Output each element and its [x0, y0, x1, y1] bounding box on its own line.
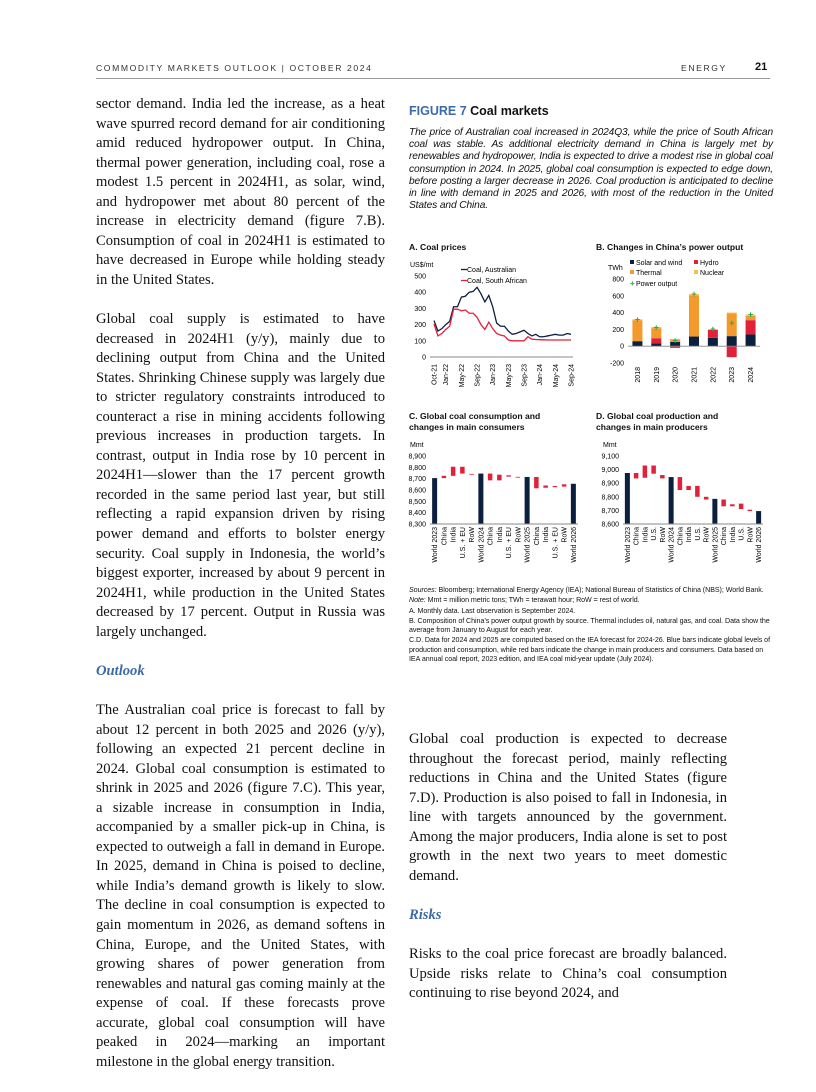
- panel-a-title: A. Coal prices: [409, 242, 466, 253]
- change-bar: [469, 474, 474, 475]
- total-bar: [571, 484, 576, 524]
- x-tick-label: World 2025: [712, 527, 719, 563]
- y-tick-label: 8,600: [601, 522, 619, 529]
- change-bar: [695, 486, 700, 497]
- x-tick-label: World 2023: [625, 527, 632, 563]
- y-tick-label: 600: [612, 293, 624, 300]
- paragraph: Global coal production is expected to decrease throughout the forecast period, mainly reflecting reductions in China and the United States (figure 7.D). Production is also poised to fall in Indonesia, in line with targets announced by the government. Among the major producers, India alone is set to post growth in the next two years to meet domestic demand.: [409, 730, 727, 886]
- y-axis-label: Mmt: [603, 442, 617, 449]
- x-tick-label: 2024: [748, 367, 755, 383]
- x-tick-label: China: [677, 527, 684, 545]
- x-tick-label: World 2024: [669, 527, 676, 563]
- x-tick-label: India: [642, 527, 649, 542]
- y-tick-label: 8,500: [408, 499, 426, 506]
- note-b: B. Composition of China’s power output growth by source. Thermal includes oil, natural gas, and coal. Data show the average from January to August for each year.: [409, 617, 773, 636]
- bar-segment: [651, 343, 661, 346]
- running-header-section: ENERGY: [681, 63, 727, 73]
- series-line: [434, 287, 571, 336]
- x-tick-label: RoW: [660, 527, 667, 543]
- y-tick-label: 8,800: [408, 465, 426, 472]
- x-tick-label: Jan-22: [443, 364, 450, 386]
- legend-swatch: [694, 260, 698, 264]
- x-tick-label: 2023: [729, 367, 736, 383]
- x-tick-label: U.S. + EU: [506, 527, 513, 558]
- paragraph: Global coal supply is estimated to have decreased in 2024H1 (y/y), mainly due to declining output from China and the United States. Shrinking Chinese supply was largely due to stricter regulatory constraints introduced to counteract a rise in mining accidents following previous increases in production targets. In contrast, output in India rose by 10 percent in 2024H1—slower than the 17 percent growth recorded in the same period last year, but still reflecting a rapid expansion driven by rising power demand and efforts to bolster energy security. Coal supply in Indonesia, the world’s biggest exporter, increased by about 9 percent in 2024H1, while production in the United States decreased by 17 percent. Output in Russia was largely unchanged.: [96, 310, 385, 642]
- change-bar: [506, 475, 511, 476]
- total-bar: [756, 511, 761, 524]
- y-tick-label: 8,900: [601, 481, 619, 488]
- change-bar: [442, 476, 447, 478]
- change-bar: [543, 485, 548, 487]
- page-number: 21: [755, 61, 767, 73]
- x-tick-label: May-22: [459, 364, 466, 387]
- x-tick-label: Oct-21: [432, 364, 439, 385]
- paragraph: sector demand. India led the increase, as a heat wave spurred record demand for air conditioning amid reduced hydropower output. In China, thermal power generation, including coal, rose a modest 1.5 percent in 2024H1, as solar, wind, and hydropower met about 80 percent of the increase in electricity demand (figure 7.B). Consumption of coal in 2024H1 is estimated to have decreased in Europe while holding steady in the United States.: [96, 95, 385, 290]
- bar-segment: [727, 313, 737, 314]
- x-tick-label: Jan-23: [490, 364, 497, 386]
- note-cd: C.D. Data for 2024 and 2025 are computed based on the IEA forecast for 2024-26. Blue bars indicate global levels of production and consumption, while red bars indicate the change in main producers and consumers. Data based on IEA annual coal report, 2023 edition, and IEA coal mid-year update (July 2024).: [409, 636, 773, 664]
- x-tick-label: World 2025: [525, 527, 532, 563]
- change-bar: [643, 466, 648, 478]
- y-axis-label: TWh: [608, 265, 623, 272]
- bar-segment: [727, 336, 737, 346]
- x-tick-label: 2019: [654, 367, 661, 383]
- y-tick-label: 400: [414, 290, 426, 297]
- chart-b-china-power-output: [590, 255, 770, 400]
- chart-d-coal-production: [590, 438, 770, 573]
- x-tick-label: China: [441, 527, 448, 545]
- change-bar: [660, 475, 665, 478]
- legend-label: Solar and wind: [636, 260, 682, 267]
- right-column: [409, 730, 727, 1023]
- y-tick-label: -200: [610, 361, 624, 368]
- x-tick-label: 2018: [635, 367, 642, 383]
- x-tick-label: RoW: [747, 527, 754, 543]
- figure-notes: [409, 586, 773, 665]
- change-bar: [686, 486, 691, 490]
- change-bar: [704, 497, 709, 500]
- x-tick-label: India: [686, 527, 693, 542]
- y-tick-label: 8,400: [408, 510, 426, 517]
- y-tick-label: 0: [620, 344, 624, 351]
- note-line: [409, 596, 773, 605]
- power-output-marker: +: [673, 335, 678, 345]
- x-tick-label: Sep-23: [522, 364, 529, 387]
- bar-segment: [651, 338, 661, 343]
- y-tick-label: 500: [414, 274, 426, 281]
- x-tick-label: U.S. + EU: [552, 527, 559, 558]
- bar-segment: [746, 320, 756, 334]
- x-tick-label: 2022: [710, 367, 717, 383]
- power-output-marker: +: [654, 322, 659, 332]
- bar-segment: [689, 337, 699, 347]
- figure-7: [409, 104, 773, 212]
- x-tick-label: World 2024: [478, 527, 485, 563]
- total-bar: [712, 499, 717, 524]
- paragraph: Risks to the coal price forecast are broadly balanced. Upside risks relate to China’s coal consumption continuing to rise beyond 2024, and: [409, 945, 727, 1004]
- bar-segment: [708, 338, 718, 346]
- change-bar: [651, 466, 656, 474]
- power-output-marker: +: [691, 289, 696, 299]
- x-tick-label: India: [730, 527, 737, 542]
- x-tick-label: RoW: [469, 527, 476, 543]
- x-tick-label: RoW: [562, 527, 569, 543]
- total-bar: [669, 477, 674, 524]
- bar-segment: [632, 341, 642, 346]
- x-tick-label: Sep-22: [475, 364, 482, 387]
- change-bar: [516, 477, 521, 478]
- y-axis-label: US$/mt: [410, 262, 433, 269]
- x-tick-label: China: [488, 527, 495, 545]
- paragraph: The Australian coal price is forecast to fall by about 12 percent in both 2025 and 2026 (y/y), following an expected 21 percent decline in 2024. Global coal consumption is estimated to shrink in 2025 and 2026 (figure 7.C). This year, a sizable increase in consumption in India, accompanied by a smaller pick-up in China, is expected to outweigh a fall in demand in Europe. In 2025, demand in China is poised to decline, while India’s demand growth is likely to slow. The decline in coal consumption is expected to gain momentum in 2026, as demand softens in China, Europe, and the United States, with growing shares of power generation from renewables and natural gas coming mainly at the expense of coal. If these forecasts prove accurate, global coal consumption will have peaked in 2024—marking an important milestone in the global energy transition.: [96, 701, 385, 1072]
- change-bar: [451, 467, 456, 476]
- section-heading-risks: Risks: [409, 906, 727, 926]
- change-bar: [739, 504, 744, 509]
- y-tick-label: 200: [612, 327, 624, 334]
- legend-label: Coal, Australian: [467, 267, 516, 274]
- x-tick-label: U.S. + EU: [460, 527, 467, 558]
- x-tick-label: RoW: [704, 527, 711, 543]
- figure-number: FIGURE 7: [409, 104, 467, 118]
- figure-title-text: Coal markets: [470, 104, 549, 118]
- figure-title: [409, 104, 773, 118]
- change-bar: [553, 486, 558, 487]
- power-output-marker: +: [729, 318, 734, 328]
- x-tick-label: World 2023: [432, 527, 439, 563]
- chart-c-coal-consumption: [405, 438, 585, 573]
- x-tick-label: World 2026: [756, 527, 763, 563]
- y-tick-label: 9,100: [601, 454, 619, 461]
- x-tick-label: China: [721, 527, 728, 545]
- note-a: A. Monthly data. Last observation is September 2024.: [409, 607, 773, 616]
- panel-d-title: D. Global coal production and changes in main producers: [596, 411, 746, 432]
- header-rule: [96, 78, 770, 79]
- change-bar: [748, 510, 753, 511]
- y-tick-label: 200: [414, 322, 426, 329]
- figure-caption: The price of Australian coal increased in 2024Q3, while the price of South African coal was stable. As additional electricity demand in China is largely met by renewables and hydropower, India is expected to drive a modest rise in global coal consumption in 2024. In 2025, global coal consumption is expected to edge down, before posting a larger decrease in 2026. Coal production is anticipated to decline in line with demand in 2025 and 2026, with most of the reduction in the United States and China.: [409, 127, 773, 212]
- x-tick-label: RoW: [515, 527, 522, 543]
- total-bar: [478, 474, 483, 524]
- total-bar: [525, 477, 530, 524]
- change-bar: [730, 504, 735, 506]
- legend-swatch: [694, 270, 698, 274]
- bar-segment: [727, 346, 737, 357]
- x-tick-label: May-24: [553, 364, 560, 387]
- power-output-marker: +: [748, 310, 753, 320]
- running-header-title: COMMODITY MARKETS OUTLOOK | OCTOBER 2024: [96, 63, 373, 73]
- note-label: Note:: [409, 596, 426, 604]
- legend-swatch: [630, 260, 634, 264]
- x-tick-label: 2021: [692, 367, 699, 383]
- x-tick-label: Jan-24: [537, 364, 544, 386]
- x-tick-label: U.S.: [739, 527, 746, 541]
- y-tick-label: 8,600: [408, 488, 426, 495]
- total-bar: [432, 478, 437, 524]
- x-tick-label: Sep-24: [569, 364, 576, 387]
- total-bar: [625, 473, 630, 524]
- legend-label: Hydro: [700, 260, 719, 267]
- change-bar: [721, 500, 726, 507]
- power-output-marker: +: [710, 324, 715, 334]
- y-axis-label: Mmt: [410, 442, 424, 449]
- legend-label: Coal, South African: [467, 278, 527, 285]
- bar-segment: [689, 295, 699, 336]
- y-tick-label: 400: [612, 310, 624, 317]
- power-output-marker: +: [635, 315, 640, 325]
- y-tick-label: 300: [414, 306, 426, 313]
- y-tick-label: 8,900: [408, 454, 426, 461]
- series-line: [434, 309, 571, 341]
- legend-label: Thermal: [636, 270, 662, 277]
- panel-c-title: C. Global coal consumption and changes in main consumers: [409, 411, 569, 432]
- legend-marker: +: [630, 279, 635, 288]
- legend-swatch: [630, 270, 634, 274]
- sources-line: [409, 586, 773, 595]
- y-tick-label: 8,300: [408, 522, 426, 529]
- sources-text: Bloomberg; International Energy Agency (IEA); National Bureau of Statistics of China (NBS); World Bank.: [437, 586, 764, 594]
- y-tick-label: 800: [612, 277, 624, 284]
- y-tick-label: 8,800: [601, 494, 619, 501]
- bar-segment: [746, 334, 756, 346]
- change-bar: [562, 484, 567, 486]
- change-bar: [534, 477, 539, 488]
- x-tick-label: India: [451, 527, 458, 542]
- x-tick-label: China: [534, 527, 541, 545]
- y-tick-label: 9,000: [601, 467, 619, 474]
- x-tick-label: 2020: [673, 367, 680, 383]
- panel-b-title: B. Changes in China’s power output: [596, 242, 743, 253]
- change-bar: [460, 467, 465, 474]
- legend-label: Power output: [636, 281, 677, 288]
- change-bar: [634, 473, 639, 478]
- y-tick-label: 8,700: [408, 476, 426, 483]
- legend-label: Nuclear: [700, 270, 725, 277]
- change-bar: [488, 474, 493, 481]
- x-tick-label: May-23: [506, 364, 513, 387]
- sources-label: Sources:: [409, 586, 437, 594]
- x-tick-label: India: [497, 527, 504, 542]
- section-heading-outlook: Outlook: [96, 662, 385, 682]
- x-tick-label: China: [634, 527, 641, 545]
- x-tick-label: U.S.: [651, 527, 658, 541]
- x-tick-label: U.S.: [695, 527, 702, 541]
- y-tick-label: 100: [414, 338, 426, 345]
- change-bar: [678, 477, 683, 490]
- left-column: [96, 95, 385, 1092]
- y-tick-label: 0: [422, 355, 426, 362]
- x-tick-label: India: [543, 527, 550, 542]
- note-text: Mmt = million metric tons; TWh = terawatt hour; RoW = rest of world.: [426, 596, 640, 604]
- change-bar: [497, 475, 502, 481]
- chart-a-coal-prices: [405, 255, 585, 400]
- y-tick-label: 8,700: [601, 508, 619, 515]
- x-tick-label: World 2026: [571, 527, 578, 563]
